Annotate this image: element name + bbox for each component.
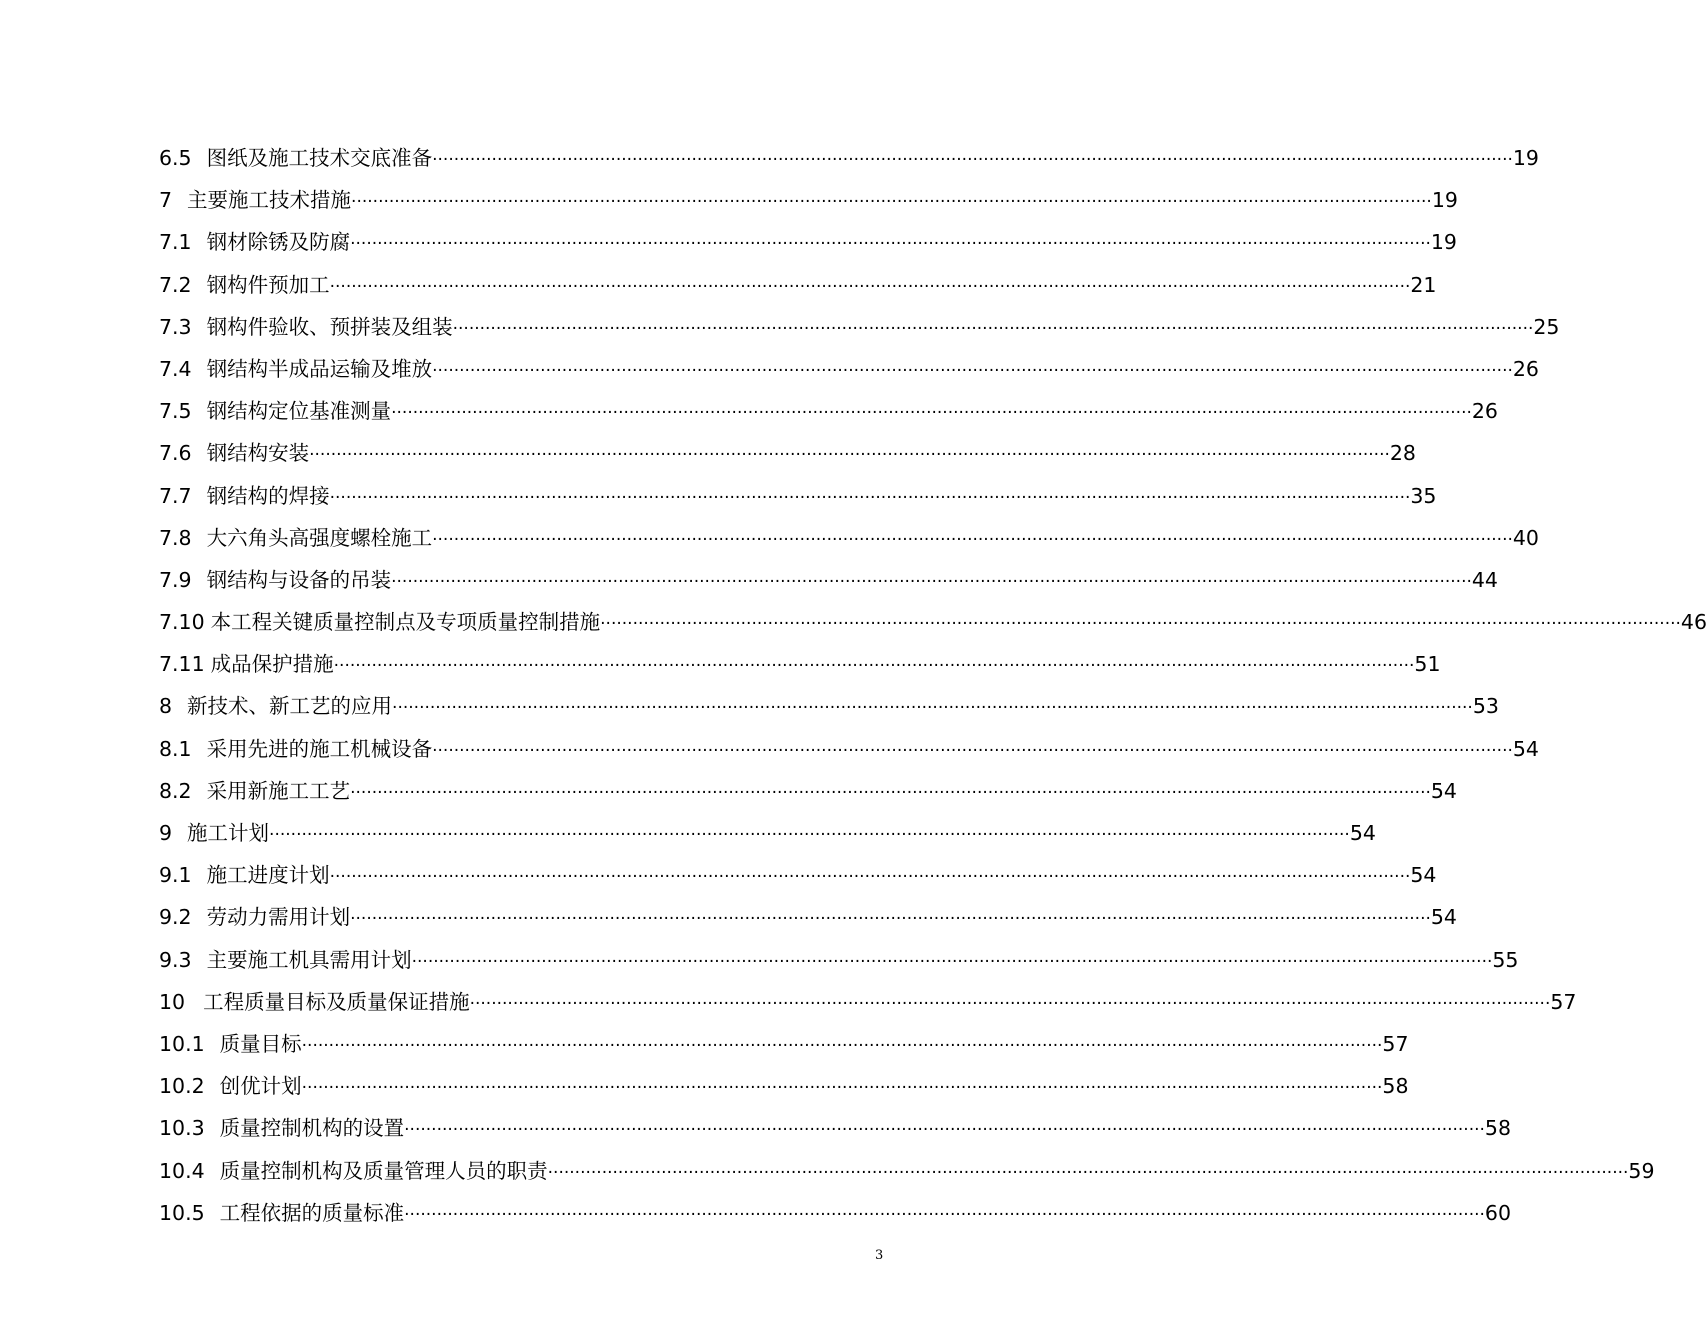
toc-dot-leader: ········································································································································································································ (432, 150, 1513, 170)
toc-entry-title: 劳动力需用计划 (206, 905, 351, 930)
toc-entry-line (159, 854, 1437, 898)
toc-dot-leader: ········································································································································································································ (301, 1035, 1383, 1056)
toc-entry-page: 58 (1484, 1116, 1512, 1141)
toc-entry-line (159, 559, 1498, 603)
toc-entry-page: 21 (1410, 272, 1437, 297)
toc-entry-title: 大六角头高强度螺栓施工 (206, 525, 433, 550)
toc-entry-number: 10.5 (159, 1200, 205, 1225)
toc-entry[interactable] (159, 601, 1707, 643)
toc-dot-leader: ········································································································································································································ (469, 993, 1551, 1014)
toc-dot-leader: ········································································································································································································ (411, 951, 1493, 972)
toc-entry[interactable] (159, 770, 1457, 812)
toc-dot-leader: ········································································································································································································ (452, 318, 1534, 339)
table-of-contents (159, 137, 1707, 1234)
toc-dot-leader: ········································································································································································································ (350, 234, 1431, 255)
toc-entry-title: 钢材除锈及防腐 (206, 230, 351, 255)
toc-dot-leader: ········································································································································································································ (301, 1078, 1383, 1099)
toc-dot-leader: ········································································································································································································ (391, 571, 1472, 592)
toc-entry-title: 钢结构定位基准测量 (206, 399, 392, 424)
toc-entry-title: 钢结构与设备的吊装 (206, 567, 392, 592)
toc-entry-number: 7.11 (159, 652, 205, 677)
toc-entry-title: 质量目标 (219, 1031, 302, 1056)
toc-entry[interactable] (159, 981, 1577, 1023)
toc-entry-line (159, 770, 1457, 814)
toc-entry-line (159, 264, 1437, 308)
toc-entry-line (159, 221, 1457, 265)
toc-dot-leader: ········································································································································································································ (547, 1162, 1629, 1183)
toc-entry-title: 成品保护措施 (210, 652, 334, 677)
toc-entry-page: 26 (1512, 356, 1539, 381)
toc-entry-number: 8.1 (159, 736, 192, 761)
toc-entry-line (159, 981, 1577, 1025)
toc-entry-title: 施工计划 (187, 821, 270, 845)
toc-entry-title: 主要施工技术措施 (187, 188, 352, 213)
toc-entry-line (159, 348, 1539, 392)
toc-entry[interactable] (159, 137, 1539, 179)
toc-entry-title: 质量控制机构及质量管理人员的职责 (219, 1158, 548, 1183)
toc-entry-page: 54 (1512, 736, 1539, 761)
toc-entry-page: 54 (1349, 821, 1376, 845)
toc-entry-page: 26 (1471, 399, 1498, 424)
toc-entry-line (159, 179, 1458, 223)
toc-entry-line (159, 1192, 1512, 1236)
toc-entry-number: 9.1 (159, 863, 192, 888)
toc-entry-title: 采用新施工工艺 (206, 778, 351, 803)
toc-entry-line (159, 1107, 1512, 1151)
toc-entry[interactable] (159, 854, 1437, 896)
toc-entry-line (159, 1065, 1409, 1109)
toc-entry-number: 10 (159, 989, 186, 1014)
toc-dot-leader: ········································································································································································································ (600, 614, 1681, 635)
toc-entry-title: 创优计划 (219, 1074, 302, 1099)
toc-entry-number: 7.1 (159, 230, 192, 255)
toc-entry-number: 7.2 (159, 272, 192, 297)
toc-entry-line (159, 812, 1376, 856)
toc-dot-leader: ········································································································································································································ (350, 909, 1431, 930)
toc-entry-number: 9 (159, 821, 173, 845)
toc-entry[interactable] (159, 1065, 1409, 1107)
toc-entry-page: 19 (1430, 230, 1457, 255)
toc-entry-number: 6.5 (159, 146, 192, 170)
toc-dot-leader: ········································································································································································································ (432, 360, 1513, 381)
toc-entry-number: 7.6 (159, 441, 192, 466)
toc-entry[interactable] (159, 559, 1498, 601)
toc-entry-page: 46 (1680, 610, 1707, 635)
toc-entry[interactable] (159, 685, 1499, 727)
toc-entry-page: 58 (1382, 1074, 1409, 1099)
toc-entry-page: 53 (1472, 694, 1499, 719)
toc-entry-page: 57 (1382, 1031, 1409, 1056)
toc-entry-page: 54 (1430, 905, 1457, 930)
toc-entry[interactable] (159, 390, 1498, 432)
toc-entry-page: 60 (1484, 1200, 1512, 1225)
toc-entry-line (159, 1023, 1409, 1067)
toc-dot-leader: ········································································································································································································ (333, 656, 1415, 677)
toc-entry-number: 7.7 (159, 483, 192, 508)
toc-dot-leader: ········································································································································································································ (351, 192, 1432, 213)
toc-entry-title: 工程依据的质量标准 (219, 1200, 405, 1225)
toc-entry-title: 钢结构安装 (206, 441, 310, 466)
toc-entry-page: 44 (1471, 567, 1498, 592)
toc-entry-number: 9.2 (159, 905, 192, 930)
toc-dot-leader: ········································································································································································································ (432, 529, 1513, 550)
toc-dot-leader: ········································································································································································································ (329, 487, 1411, 508)
toc-entry[interactable] (159, 475, 1437, 517)
toc-entry-line (159, 475, 1437, 519)
toc-dot-leader: ········································································································································································································ (309, 445, 1390, 466)
toc-entry[interactable] (159, 896, 1457, 938)
toc-entry[interactable] (159, 221, 1457, 263)
toc-entry[interactable] (159, 812, 1376, 854)
toc-entry[interactable] (159, 1150, 1655, 1192)
toc-entry[interactable] (159, 179, 1458, 221)
toc-entry-title: 钢结构半成品运输及堆放 (206, 356, 433, 381)
toc-entry-page: 19 (1512, 146, 1539, 170)
toc-entry-page: 51 (1414, 652, 1441, 677)
toc-dot-leader: ········································································································································································································ (404, 1204, 1485, 1225)
toc-entry-line (159, 1150, 1655, 1194)
toc-entry-title: 图纸及施工技术交底准备 (206, 146, 433, 170)
toc-entry-page: 28 (1389, 441, 1416, 466)
toc-entry-page: 55 (1492, 947, 1519, 972)
toc-entry-title: 新技术、新工艺的应用 (187, 694, 393, 719)
toc-dot-leader: ········································································································································································································ (432, 740, 1513, 761)
toc-dot-leader: ········································································································································································································ (350, 782, 1431, 803)
toc-entry-line (159, 601, 1707, 645)
toc-entry-page: 40 (1512, 525, 1539, 550)
toc-entry-number: 10.1 (159, 1031, 205, 1056)
toc-entry-line (159, 432, 1416, 476)
toc-entry[interactable] (159, 348, 1539, 390)
toc-entry-line (159, 390, 1498, 434)
toc-entry-page: 57 (1550, 989, 1577, 1014)
toc-entry-line (159, 137, 1539, 181)
toc-entry-line (159, 517, 1539, 561)
toc-entry-number: 10.4 (159, 1158, 205, 1183)
toc-dot-leader: ········································································································································································································ (269, 825, 1350, 845)
toc-entry-title: 主要施工机具需用计划 (206, 947, 412, 972)
toc-entry-title: 质量控制机构的设置 (219, 1116, 405, 1141)
toc-entry-page: 19 (1431, 188, 1458, 213)
toc-entry-number: 8.2 (159, 778, 192, 803)
toc-entry-number: 7.3 (159, 314, 192, 339)
toc-entry-number: 10.3 (159, 1116, 205, 1141)
toc-entry-page: 35 (1410, 483, 1437, 508)
toc-entry-title: 本工程关键质量控制点及专项质量控制措施 (210, 610, 601, 635)
toc-entry[interactable] (159, 517, 1539, 559)
toc-entry-page: 25 (1533, 314, 1560, 339)
toc-entry-title: 采用先进的施工机械设备 (206, 736, 433, 761)
toc-entry[interactable] (159, 1023, 1409, 1065)
toc-entry-title: 钢构件预加工 (206, 272, 330, 297)
toc-entry-line (159, 939, 1519, 983)
toc-entry-number: 10.2 (159, 1074, 205, 1099)
toc-dot-leader: ········································································································································································································ (404, 1120, 1485, 1141)
toc-dot-leader: ········································································································································································································ (329, 276, 1411, 297)
toc-entry-title: 钢构件验收、预拼装及组装 (206, 314, 453, 339)
toc-entry-page: 59 (1628, 1158, 1655, 1183)
toc-entry-title: 钢结构的焊接 (206, 483, 330, 508)
toc-dot-leader: ········································································································································································································ (391, 403, 1472, 424)
toc-entry[interactable] (159, 1192, 1512, 1234)
toc-entry[interactable] (159, 1107, 1512, 1149)
toc-entry[interactable] (159, 643, 1441, 685)
toc-entry-page: 54 (1430, 778, 1457, 803)
toc-entry[interactable] (159, 728, 1539, 770)
toc-entry-line (159, 306, 1560, 350)
toc-entry-line (159, 728, 1539, 772)
page-number: 3 (875, 1248, 884, 1263)
toc-entry-number: 7.10 (159, 610, 205, 635)
toc-entry-number: 8 (159, 694, 173, 719)
toc-entry[interactable] (159, 306, 1560, 348)
toc-entry-line (159, 896, 1457, 940)
toc-entry[interactable] (159, 939, 1519, 981)
toc-entry-line (159, 685, 1499, 729)
toc-entry-number: 9.3 (159, 947, 192, 972)
toc-entry-number: 7.8 (159, 525, 192, 550)
toc-entry[interactable] (159, 432, 1416, 474)
toc-dot-leader: ········································································································································································································ (329, 867, 1411, 888)
toc-entry-number: 7.5 (159, 399, 192, 424)
toc-entry-title: 施工进度计划 (206, 863, 330, 888)
toc-entry-page: 54 (1410, 863, 1437, 888)
toc-entry-number: 7 (159, 188, 173, 213)
toc-entry-number: 7.4 (159, 356, 192, 381)
toc-entry-title: 工程质量目标及质量保证措施 (203, 989, 470, 1014)
toc-entry-line (159, 643, 1441, 687)
toc-entry[interactable] (159, 264, 1437, 306)
toc-dot-leader: ········································································································································································································ (392, 698, 1473, 719)
toc-entry-number: 7.9 (159, 567, 192, 592)
